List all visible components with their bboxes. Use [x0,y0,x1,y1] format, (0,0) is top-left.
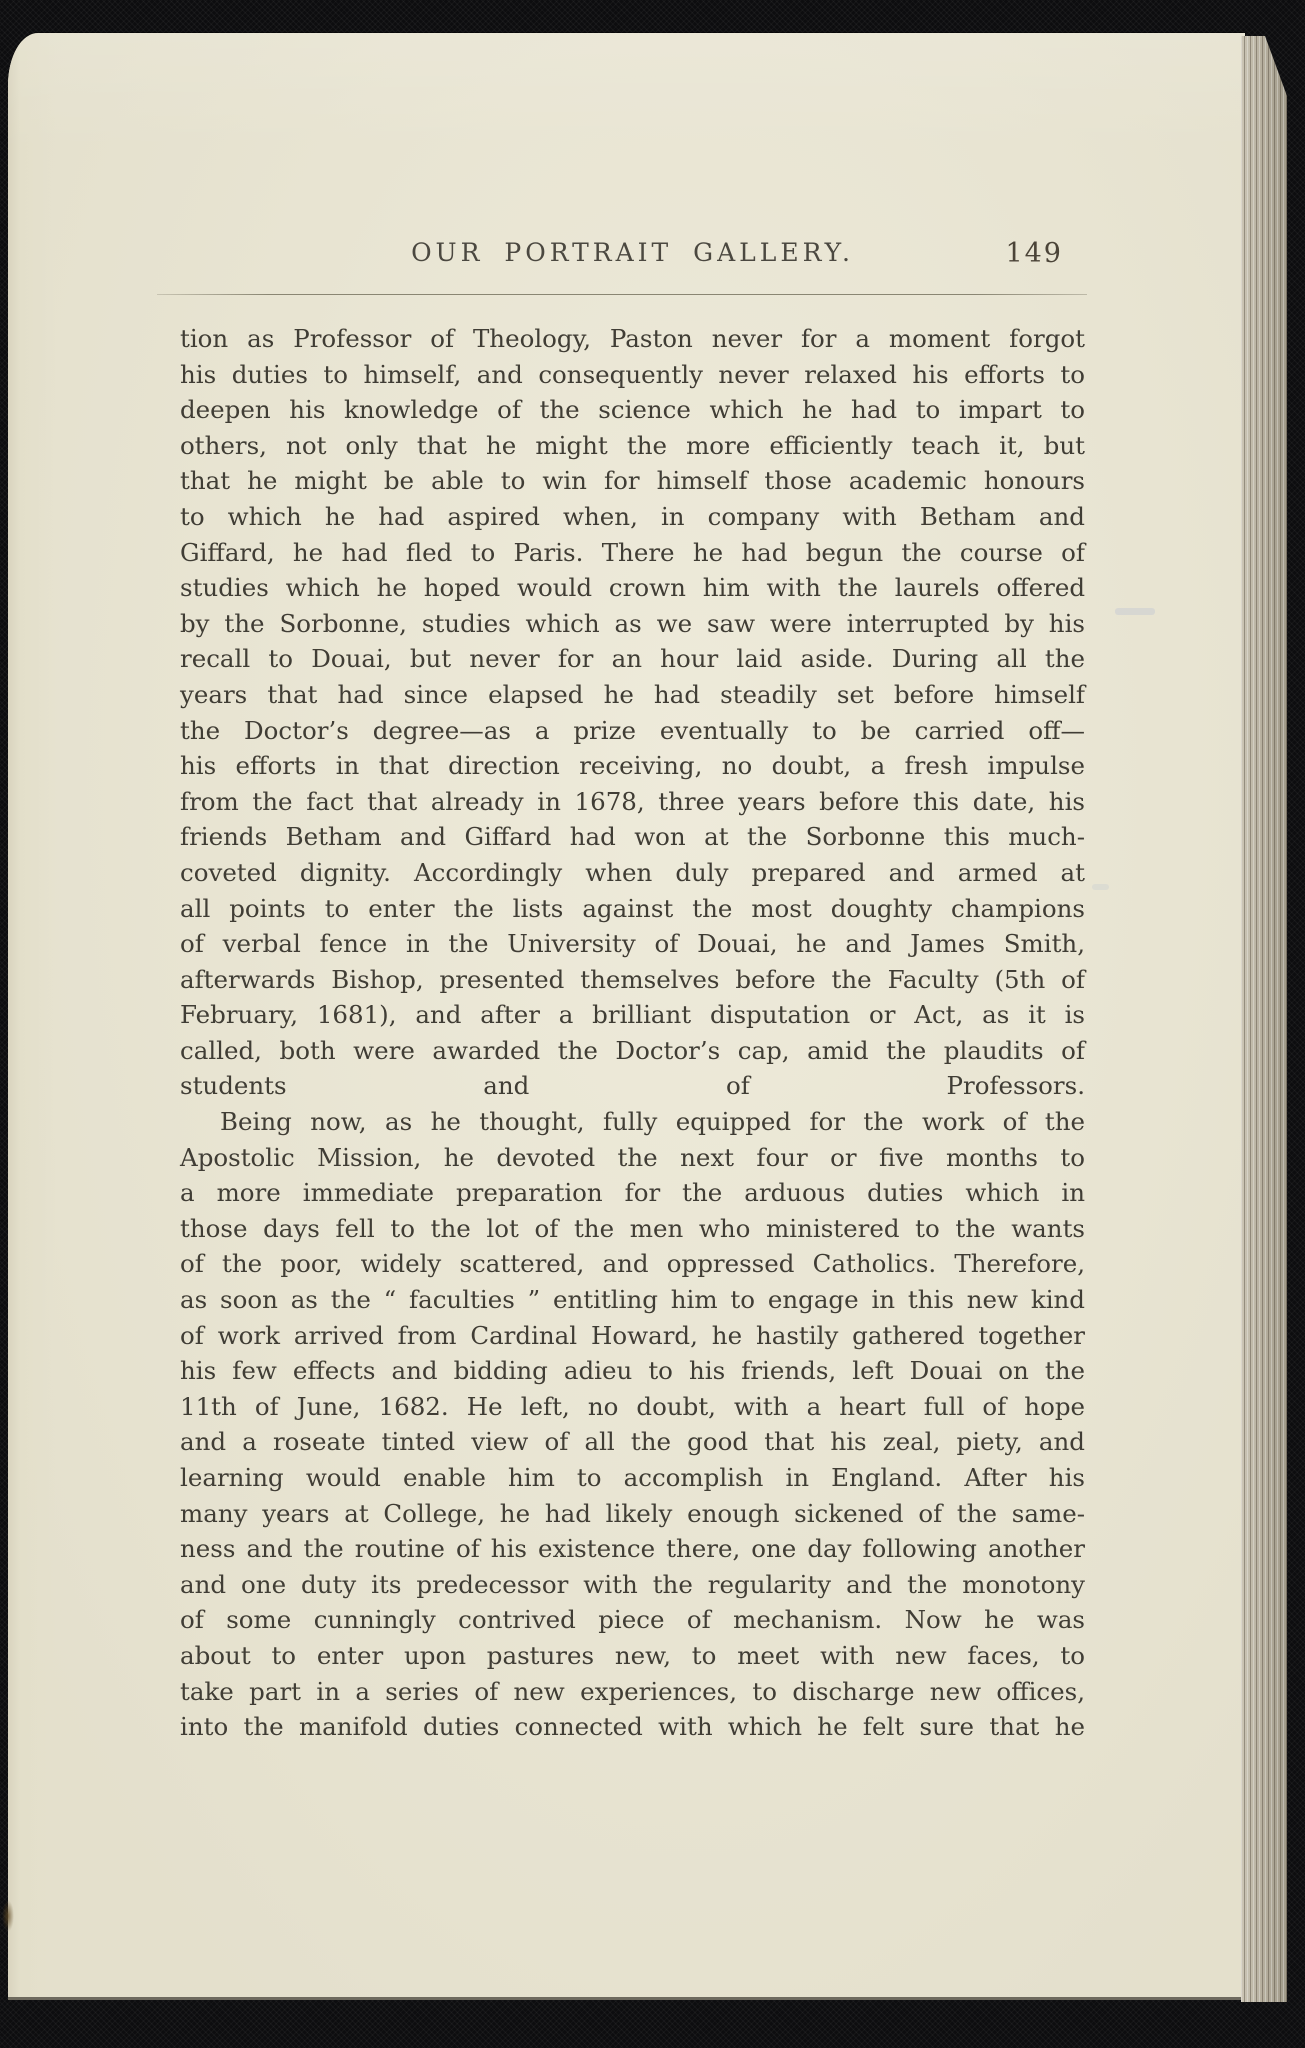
text-line: Giffard, he had fled to Paris. There he had begun the course of [180,537,1085,567]
text-line: the Doctor’s degree—as a prize eventually to be carried off— [180,715,1085,745]
text-line: about to enter upon pastures new, to meet with new faces, to [180,1640,1085,1670]
text-line: others, not only that he might the more efficiently teach it, but [180,430,1085,460]
text-line: from the fact that already in 1678, three years before this date, his [180,786,1085,816]
text-line: Apostolic Mission, he devoted the next four or five months to [180,1142,1085,1172]
text-line: that he might be able to win for himself those academic honours [180,466,1085,496]
body-text [180,321,1085,1745]
text-line: learning would enable him to accomplish in England. After his [180,1463,1085,1492]
text-line: those days fell to the lot of the men who ministered to the wants [180,1213,1085,1243]
page-header [180,238,1085,278]
book-fore-edge [1241,36,1287,2002]
text-line: called, both were awarded the Doctor’s cap, amid the plaudits of [180,1035,1085,1065]
text-line: by the Sorbonne, studies which as we saw were interrupted by his [180,608,1085,638]
text-line: and one duty its predecessor with the regularity and the monotony [180,1569,1085,1599]
text-line: deepen his knowledge of the science which he had to impart to [180,395,1085,425]
text-line: ness and the routine of his existence there, one day following another [180,1534,1085,1564]
text-line: his duties to himself, and consequently never relaxed his efforts to [180,359,1085,389]
text-line: all points to enter the lists against the most doughty champions [180,893,1085,923]
text-line: coveted dignity. Accordingly when duly prepared and armed at [180,857,1085,887]
scan-artifact [2,1900,14,1932]
text-line: students and of Professors. [180,1071,1085,1101]
text-line: of the poor, widely scattered, and oppressed Catholics. Therefore, [180,1249,1085,1279]
text-line: a more immediate preparation for the arduous duties which in [180,1178,1085,1208]
running-title: OUR PORTRAIT GALLERY. [411,238,854,267]
page-number: 149 [1005,238,1063,269]
text-line: his few effects and bidding adieu to his friends, left Douai on the [180,1356,1085,1386]
text-line: of work arrived from Cardinal Howard, he hastily gathered together [180,1320,1085,1350]
text-line: to which he had aspired when, in company with Betham and [180,501,1085,531]
text-line: years that had since elapsed he had steadily set before himself [180,679,1085,709]
text-line: of some cunningly contrived piece of mechanism. Now he was [180,1605,1085,1635]
text-line: tion as Professor of Theology, Paston never for a moment forgot [180,324,1085,353]
scan-artifact [1092,884,1109,890]
text-line: take part in a series of new experiences, to discharge new offices, [180,1676,1085,1706]
text-line: February, 1681), and after a brilliant disputation or Act, as it is [180,1000,1085,1030]
scan-artifact [1115,608,1155,615]
book-page [8,33,1245,2000]
text-line: recall to Douai, but never for an hour laid aside. During all the [180,644,1085,674]
text-line: friends Betham and Giffard had won at the Sorbonne this much- [180,822,1085,852]
text-line: afterwards Bishop, presented themselves before the Faculty (5th of [180,964,1085,994]
text-line: as soon as the “ faculties ” entitling him to engage in this new kind [180,1285,1085,1315]
text-line: and a roseate tinted view of all the good that his zeal, piety, and [180,1427,1085,1457]
text-line: many years at College, he had likely enough sickened of the same- [180,1498,1085,1528]
text-line: 11th of June, 1682. He left, no doubt, with a heart full of hope [180,1391,1085,1421]
text-line: studies which he hoped would crown him with the laurels offered [180,573,1085,603]
header-rule [157,294,1087,295]
text-line: into the manifold duties connected with which he felt sure that he [180,1712,1085,1742]
text-line: his efforts in that direction receiving, no doubt, a fresh impulse [180,751,1085,781]
text-line: Being now, as he thought, fully equipped for the work of the [220,1107,1085,1137]
text-line: of verbal fence in the University of Douai, he and James Smith, [180,929,1085,959]
